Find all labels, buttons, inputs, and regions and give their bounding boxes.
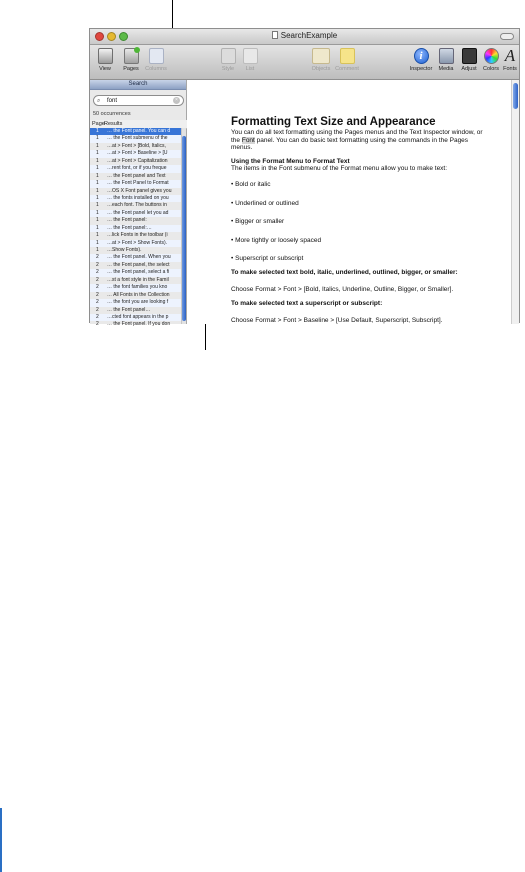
columns-button[interactable] — [141, 48, 171, 72]
media-label: Media — [438, 66, 454, 72]
column-header-results[interactable]: Results — [104, 121, 123, 127]
result-snippet: … All Fonts in the Collection — [107, 291, 170, 298]
result-snippet: …at > Font > Capitalization — [107, 157, 168, 164]
result-page-number: 2 — [96, 321, 99, 328]
result-page-number: 1 — [96, 142, 99, 149]
result-row[interactable] — [90, 188, 182, 195]
result-row[interactable] — [90, 277, 182, 284]
result-row[interactable] — [90, 210, 182, 217]
result-row[interactable] — [90, 173, 182, 180]
result-page-number: 1 — [96, 217, 99, 224]
view-icon — [98, 48, 113, 64]
comment-label: Comment — [335, 66, 359, 72]
comment-button[interactable] — [332, 48, 362, 72]
result-snippet: …Show Fonts). — [107, 247, 142, 253]
result-snippet: …at > Font > [Bold, Italics, — [107, 142, 166, 149]
media-icon — [439, 48, 454, 64]
comment-icon — [340, 48, 355, 64]
section-heading-format-menu: Using the Format Menu to Format Text — [231, 157, 350, 165]
result-page-number: 1 — [96, 232, 99, 239]
fonts-label: Fonts — [503, 66, 517, 72]
result-snippet: … the Font panel:… — [107, 224, 152, 231]
toolbar-toggle-button[interactable] — [500, 33, 514, 40]
result-snippet: … the Font panel let you ad — [107, 209, 169, 216]
result-snippet: … the Font panel. You can d — [107, 128, 171, 134]
fonts-button[interactable] — [495, 48, 525, 72]
sidebar-header: Search — [90, 80, 186, 90]
result-snippet: …lick Fonts in the toolbar (i — [107, 232, 168, 239]
result-page-number: 2 — [96, 261, 99, 268]
result-snippet: …at > Font > Show Fonts). — [107, 239, 168, 246]
result-row[interactable] — [90, 180, 182, 187]
pages-icon — [124, 48, 139, 64]
bullet-item: • More tightly or loosely spaced — [231, 236, 322, 244]
result-snippet: … the fonts installed on you — [107, 194, 169, 201]
result-row[interactable] — [90, 307, 182, 314]
result-row[interactable] — [90, 299, 182, 306]
columns-icon — [149, 48, 164, 64]
list-icon — [243, 48, 258, 64]
result-snippet: … the Font panel. If you don — [107, 321, 171, 328]
search-icon: ⌕ — [97, 98, 101, 104]
result-row[interactable] — [90, 217, 182, 224]
result-row[interactable] — [90, 225, 182, 232]
result-snippet: … the Font panel. When you — [107, 254, 171, 261]
result-page-number: 1 — [96, 202, 99, 209]
result-page-number: 2 — [96, 299, 99, 306]
results-scroll-thumb[interactable] — [182, 136, 186, 321]
result-row[interactable] — [90, 150, 182, 157]
result-row[interactable] — [90, 143, 182, 150]
result-row[interactable] — [90, 254, 182, 261]
result-snippet: …cted font appears in the p — [107, 313, 169, 320]
instruction-text-bold: Choose Format > Font > [Bold, Italics, Underline, Outline, Bigger, or Smaller]. — [231, 285, 454, 293]
paragraph-style-icon — [221, 48, 236, 64]
result-snippet: …rent font, or if you freque — [107, 165, 167, 172]
column-header-page[interactable]: Page — [92, 121, 105, 127]
result-page-number: 1 — [96, 135, 99, 142]
app-window — [89, 28, 520, 328]
intro-line-2-end: panel. You can do basic text formatting using the commands in the Pages — [254, 136, 469, 144]
bullet-item: • Bigger or smaller — [231, 218, 285, 226]
style-label: Style — [221, 66, 235, 72]
result-page-number: 1 — [96, 194, 99, 201]
result-row[interactable] — [90, 240, 182, 247]
result-page-number: 1 — [96, 209, 99, 216]
result-row[interactable] — [90, 269, 182, 276]
document-icon — [272, 31, 278, 39]
result-page-number: 2 — [96, 291, 99, 298]
result-snippet: … the Font panel, the select — [107, 261, 170, 268]
view-label: View — [99, 66, 111, 72]
result-snippet: … the Font panel… — [107, 306, 151, 313]
result-page-number: 1 — [96, 247, 99, 253]
window-title-text: SearchExample — [280, 31, 338, 40]
bullet-item: • Bold or italic — [231, 180, 271, 188]
result-page-number: 1 — [96, 165, 99, 172]
result-row[interactable] — [90, 284, 182, 291]
result-page-number: 1 — [96, 180, 99, 187]
search-sidebar — [90, 80, 187, 328]
instruction-text-superscript: Choose Format > Font > Baseline > [Use Default, Superscript, Subscript]. — [231, 316, 443, 324]
adjust-label: Adjust — [461, 66, 477, 72]
result-row[interactable] — [90, 292, 182, 299]
intro-line-2 — [231, 137, 506, 145]
page-edge-marker — [0, 808, 2, 872]
result-snippet: …st a font style in the Famil — [107, 276, 169, 283]
list-label: List — [245, 66, 255, 72]
result-snippet: …at > Font > Baseline > [U — [107, 150, 168, 157]
result-page-number: 1 — [96, 128, 99, 134]
result-snippet: … the Font Panel to Format — [107, 180, 169, 187]
search-value: font — [107, 98, 118, 104]
result-row[interactable] — [90, 135, 182, 142]
result-row[interactable] — [90, 165, 182, 172]
result-page-number: 2 — [96, 284, 99, 291]
result-row[interactable] — [90, 314, 182, 321]
document-scrollbar[interactable] — [511, 80, 519, 324]
result-page-number: 2 — [96, 306, 99, 313]
result-snippet: …OS X Font panel gives you — [107, 187, 172, 194]
search-highlight: Font — [241, 136, 255, 144]
bullet-item: • Underlined or outlined — [231, 199, 299, 207]
result-page-number: 1 — [96, 224, 99, 231]
clear-search-icon[interactable]: × — [173, 97, 180, 104]
result-page-number: 2 — [96, 276, 99, 283]
document-heading: Formatting Text Size and Appearance — [231, 116, 436, 128]
occurrence-count: 50 occurrences — [93, 111, 131, 117]
result-snippet: …each font. The buttons in — [107, 202, 167, 209]
result-row[interactable] — [90, 247, 182, 254]
result-page-number: 1 — [96, 157, 99, 164]
objects-label: Objects — [311, 66, 331, 72]
result-page-number: 2 — [96, 269, 99, 276]
instruction-heading-superscript: To make selected text a superscript or subscript: — [231, 300, 383, 308]
toolbar — [90, 45, 519, 80]
results-scrollbar[interactable] — [181, 128, 186, 324]
list-button[interactable] — [235, 48, 265, 72]
result-row[interactable] — [90, 321, 182, 328]
result-page-number: 2 — [96, 313, 99, 320]
search-input[interactable] — [93, 95, 184, 106]
result-snippet: … the font families you kno — [107, 284, 168, 291]
result-row[interactable] — [90, 158, 182, 165]
result-row[interactable] — [90, 262, 182, 269]
section-paragraph: The items in the Font submenu of the Format menu allow you to make text: — [231, 165, 448, 173]
bullet-item: • Superscript or subscript — [231, 255, 304, 263]
pages-label: Pages — [123, 66, 139, 72]
result-page-number: 2 — [96, 254, 99, 261]
document-body — [231, 116, 506, 324]
inspector-label: Inspector — [409, 66, 433, 72]
result-snippet: … the Font panel: — [107, 217, 147, 224]
objects-icon — [312, 48, 330, 64]
result-page-number: 1 — [96, 239, 99, 246]
columns-label: Columns — [145, 66, 167, 72]
intro-line-2-start: the — [231, 136, 242, 144]
results-list — [90, 128, 182, 329]
title-bar — [90, 29, 519, 45]
document-canvas[interactable] — [187, 80, 513, 324]
document-scroll-thumb[interactable] — [513, 83, 518, 109]
colors-label: Colors — [483, 66, 499, 72]
intro-line-3: menus. — [231, 144, 253, 152]
result-snippet: … the Font panel and Text — [107, 172, 166, 179]
result-row[interactable] — [90, 195, 182, 202]
result-snippet: … the Font submenu of the — [107, 135, 168, 142]
result-page-number: 1 — [96, 172, 99, 179]
window-title — [90, 31, 519, 40]
result-page-number: 1 — [96, 187, 99, 194]
instruction-heading-bold: To make selected text bold, italic, underlined, outlined, bigger, or smaller: — [231, 268, 458, 276]
result-row[interactable] — [90, 202, 182, 209]
intro-line-1: You can do all text formatting using the Pages menus and the Text Inspector window, or — [231, 129, 483, 136]
result-page-number: 1 — [96, 150, 99, 157]
result-snippet: … the font you are looking f — [107, 299, 169, 306]
fonts-icon: A — [504, 46, 516, 65]
result-row[interactable] — [90, 232, 182, 239]
adjust-icon — [462, 48, 477, 64]
result-snippet: … the Font panel, select a fi — [107, 269, 170, 276]
inspector-icon: i — [414, 48, 429, 64]
result-row[interactable] — [90, 128, 182, 135]
